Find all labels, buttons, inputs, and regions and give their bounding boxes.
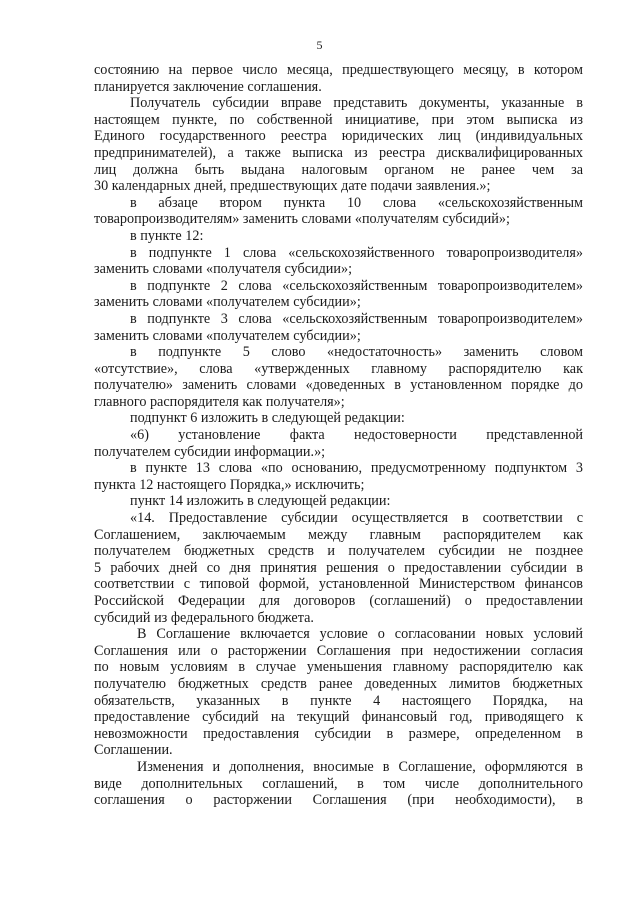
text-line: 5 рабочих дней со дня принятия решения о предоставлении субсидии в bbox=[94, 559, 583, 576]
text-line: виде дополнительных соглашений, в том числе дополнительного bbox=[94, 775, 583, 792]
text-line: заменить словами «получателем субсидии»; bbox=[94, 294, 361, 311]
text-line: 30 календарных дней, предшествующих дате подачи заявления.»; bbox=[94, 178, 491, 195]
text-line: лиц должна быть выдана налоговым органом не ранее чем за bbox=[94, 161, 583, 178]
text-line: Соглашении. bbox=[94, 742, 173, 759]
text-line: получателем бюджетных средств и получателем субсидии не позднее bbox=[94, 543, 583, 560]
text-line: заменить словами «получателем субсидии»; bbox=[94, 327, 361, 344]
text-line: в подпункте 5 слово «недостаточность» заменить словом bbox=[130, 344, 583, 361]
text-line: главного распорядителя как получателя»; bbox=[94, 393, 345, 410]
text-line: Изменения и дополнения, вносимые в Соглашение, оформляются в bbox=[137, 758, 583, 775]
text-line: невозможности предоставления субсидии в размере, определенном в bbox=[94, 725, 583, 742]
text-line: планируется заключение соглашения. bbox=[94, 78, 322, 95]
text-line: соответствии с типовой формой, установленной Министерством финансов bbox=[94, 576, 583, 593]
text-line: предпринимателей), а также выписка из реестра дисквалифицированных bbox=[94, 144, 583, 161]
text-line: в пункте 13 слова «по основанию, предусмотренному подпунктом 3 bbox=[130, 460, 583, 477]
text-line: В Соглашение включается условие о согласовании новых условий bbox=[137, 626, 583, 643]
text-line: «6) установление факта недостоверности представленной bbox=[130, 427, 583, 444]
document-body-text bbox=[94, 62, 583, 809]
text-line: соглашения о расторжении Соглашения (при необходимости), в bbox=[94, 792, 583, 809]
text-line: пункта 12 настоящего Порядка,» исключить; bbox=[94, 476, 365, 493]
text-line: по новым условиям в случае уменьшения главному распорядителю как bbox=[94, 659, 583, 676]
text-line: Российской Федерации для договоров (соглашений) о предоставлении bbox=[94, 593, 583, 609]
text-line: подпункт 6 изложить в следующей редакции: bbox=[130, 410, 405, 427]
text-line: получателю» заменить словами «доведенных в установленном порядке до bbox=[94, 377, 583, 394]
text-line: получателю бюджетных средств ранее доведенных лимитов бюджетных bbox=[94, 675, 583, 692]
text-line: в подпункте 2 слова «сельскохозяйственным товаропроизводителем» bbox=[130, 277, 583, 294]
text-line: получателем субсидии информации.»; bbox=[94, 443, 326, 460]
text-line: товаропроизводителям» заменить словами «получателям субсидий»; bbox=[94, 211, 510, 228]
text-line: настоящем пункте, по собственной инициативе, при этом выписка из bbox=[94, 111, 583, 128]
text-line: в подпункте 1 слова «сельскохозяйственного товаропроизводителя» bbox=[130, 244, 583, 261]
text-line: Соглашением, заключаемым между главным распорядителем как bbox=[94, 526, 583, 543]
text-line: заменить словами «получателя субсидии»; bbox=[94, 261, 353, 278]
text-line: в подпункте 3 слова «сельскохозяйственным товаропроизводителем» bbox=[130, 310, 583, 327]
text-line: в абзаце втором пункта 10 слова «сельскохозяйственным bbox=[130, 194, 583, 211]
text-line: в пункте 12: bbox=[130, 227, 204, 244]
text-line: Единого государственного реестра юридических лиц (индивидуальных bbox=[94, 128, 583, 145]
text-line: состоянию на первое число месяца, предшествующего месяцу, в котором bbox=[94, 62, 583, 78]
text-line: «14. Предоставление субсидии осуществляется в соответствии с bbox=[130, 510, 583, 527]
text-line: «отсутствие», слова «утвержденных главному распорядителю как bbox=[94, 360, 583, 377]
text-line: предоставление субсидий на текущий финансовый год, приводящего к bbox=[94, 709, 583, 726]
text-line: Соглашения или о расторжении Соглашения при недостижении согласия bbox=[94, 642, 583, 659]
page-number: 5 bbox=[316, 38, 323, 52]
text-line: обязательств, указанных в пункте 4 настоящего Порядка, на bbox=[94, 692, 583, 709]
text-line: Получатель субсидии вправе представить документы, указанные в bbox=[130, 95, 583, 112]
text-line: пункт 14 изложить в следующей редакции: bbox=[130, 493, 391, 510]
text-line: субсидий из федерального бюджета. bbox=[94, 609, 314, 626]
